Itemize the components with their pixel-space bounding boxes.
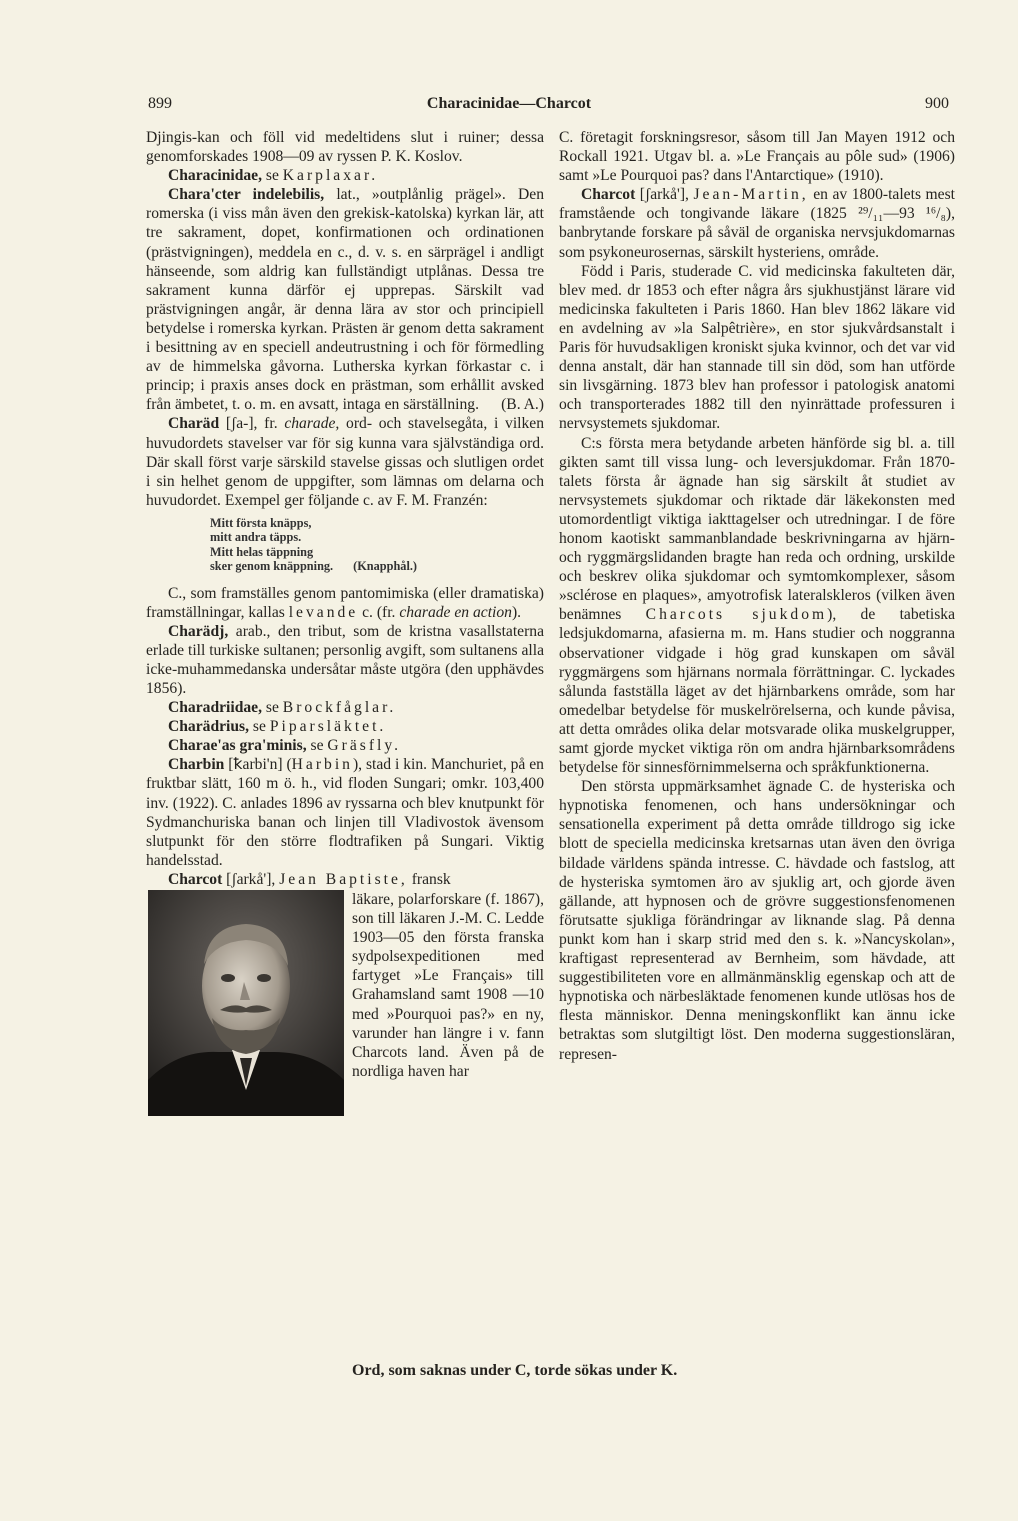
entry-text: ord- och stavelsegåta, i vilken huvudordets stavelser var för sig kunna vara självständiga ord. Där skall först varje särskild stavelse gissas och slutligen ordet i sin helhet genom de uppgifter, som lämnas om delarna och huvudordet. Exempel ger följande c. av F. M. Franzén: <box>146 415 544 509</box>
poem-line: mitt andra täpps. <box>210 530 302 545</box>
headword: Charäd <box>168 415 220 433</box>
entry-text: se <box>262 699 283 717</box>
paragraph: Den största uppmärksamhet ägnade C. de hysteriska och hypnotiska fenomenen, och hans undersökningar och sensationella experiment på detta område tilldrogo sig icke blott de speciella medicinska kretsarnas utan även den övriga bildade världens spända intresse. C. hävdade och fastslog, att de hysteriska symtomen äro av sjuklig art, och gjorde även gällande, att hypnosen och de grövre suggestionsfenomenen förutsatte sjukliga förändringar av liknande slag. På denna punkt kom han i skarp strid med den s. k. »Nancyskolan», kraftigast representerad av Bernheim, som hävdade, att suggestibiliteten vore en allmänmänsklig egenskap och att de hypnotiska och närbesläktade fenomenen kunde utlösas hos de flesta människor. Denna meningskonflikt kan ännu icke betraktas som slutgiltigt löst. Den moderna suggestionsläran, represen- <box>559 778 955 1063</box>
entry-charadriidae <box>146 698 544 717</box>
headword: Charcot <box>168 870 223 888</box>
headword: Characinidae, <box>168 167 262 185</box>
poem-answer: (Knapphål.) <box>353 559 418 574</box>
entry-text: lat., »outplånlig prägel». Den romerska (i viss mån även den grekisk-katolska) kyrkan lär, att tre sakrament, dopet, konfirmationen och ordinationen (prästvigningen), meddela en c., d. v. s. en särprägel i andligt hänseende, som aldrig kan fullständigt utplånas. Dessa tre sakrament kunna därför ej upprepas. Särskilt vad prästvigningen angår, är denna lära av stor och principiell betydelse i romerska kyrkan. Prästen är genom detta sakrament i besittning av en speciell andeutrustning i och för förmedling av de himmelska gåvorna. Lutherska kyrkan förkastar c. i princip; i praxis anses dock en prästman, som erhållit avsked från ämbetet, t. o. m. en avsatt, intaga en särställning. <box>146 186 545 414</box>
entry-character <box>146 185 544 414</box>
pronunciation: [ʃarkå'], <box>222 870 280 888</box>
entry-text: en av 1800-talets mest framstående och tongivande läkare (1825 ²⁹/₁₁—93 ¹⁶/₈), banbrytande forskare på såväl de organiska nervsjukdomarnas som psykoneurosernas, särskilt hysteriens, område. <box>559 186 955 261</box>
entry-charadj <box>146 622 544 698</box>
headword: Chara'cter indelebilis, <box>168 186 325 204</box>
spaced-term: Jean Baptiste, <box>279 870 408 888</box>
poem-line: Mitt första knäpps, <box>210 515 312 530</box>
pronunciation: [ʃarkå'], <box>635 186 694 204</box>
headword: Charadriidae, <box>168 699 262 717</box>
page-number-left: 899 <box>148 95 172 112</box>
entry-charbin <box>146 755 544 870</box>
spaced-term: Charcots sjukdom <box>645 606 828 624</box>
entry-text: arab., den tribut, som de kristna vasallstaterna erlade till turkiske sultanen; personlig avgift, som sultanens alla icke-muhammedanska undersåtar måste utgöra (den upphävdes 1856). <box>146 622 544 697</box>
pronunciation: [ʃa-], fr. <box>219 415 285 433</box>
spaced-term: Jean-Martin, <box>693 186 809 204</box>
headword: Charcot <box>581 186 636 204</box>
poem <box>210 516 544 574</box>
portrait-illustration <box>148 890 344 1116</box>
entry-text: se <box>306 737 328 755</box>
paragraph: C. företagit forskningsresor, såsom till Jan Mayen 1912 och Rockall 1921. Utgav bl. a. »Le Français au pôle sud» (1906) samt »Le Pourquoi pas? dans l'Antarctique» (1910). <box>559 129 955 185</box>
left-column <box>146 128 544 1116</box>
headword: Charädrius, <box>168 718 250 736</box>
etymology: charade, <box>284 415 340 433</box>
headword: Charädj, <box>168 622 229 640</box>
right-column <box>559 128 955 1064</box>
entry-charad-cont <box>146 584 544 622</box>
entry-text: se <box>262 167 283 185</box>
entry-text: ), de tabetiska ledsjukdomarna, afasierna m. m. Hans studier och noggranna observationer vidgade i hög grad kunskapen om såväl ryggmärgens som hjärnans normala förrättningar. C. lyckades sålunda fastställa läget av det hjärnbarkens område, som har omedelbar betydelse för muskelrörelserna, och kunde påvisa, att detta områdes olika delar motsvarade olika muskelgrupper, samt gjorde mycket viktiga rön om andra hjärnbarksområdens betydelse för sinnesförnimmelserna och språkfunktionerna. <box>559 606 955 777</box>
paragraph: Djingis-kan och föll vid medeltidens slut i ruiner; dessa genomforskades 1908—09 av ryssen P. K. Koslov. <box>146 129 544 166</box>
entry-text: se <box>249 718 270 736</box>
headword: Charae'as gra'minis, <box>168 737 307 755</box>
entry-charaeas <box>146 736 544 755</box>
pronunciation: [ꝁarbi'n] ( <box>224 756 292 774</box>
cross-reference: Karplaxar. <box>282 167 379 185</box>
cross-reference: Brockfåglar. <box>282 699 397 717</box>
headword: Charbin <box>168 756 225 774</box>
page-number-right: 900 <box>925 95 949 112</box>
signature: (B. A.) <box>501 396 544 414</box>
running-head: Characinidae—Charcot <box>426 95 592 112</box>
portrait-photo <box>148 890 344 1116</box>
cross-reference: Gräsfly. <box>327 737 402 755</box>
entry-charad <box>146 414 544 509</box>
paragraph: Född i Paris, studerade C. vid medicinska fakulteten där, blev med. dr 1853 och efter några års sjukhustjänst lärare vid medicinska fakulteten i Paris 1860. Han blev 1862 läkare vid en avdelning av »la Salpêtrière», en stor sjukvårdsanstalt i Paris för huvudsakligen kroniskt sjuka kvinnor, och det var vid denna anstalt, där han stannade till sin död, som han utförde sin livsgärning. 1873 blev han professor i patologisk anatomi och transporterades 1882 till den nyinrättade professuren i nervsystemets sjukdomar. <box>559 262 955 433</box>
portrait-block <box>146 890 544 1116</box>
spaced-term: levande <box>288 603 359 621</box>
paragraph <box>559 434 955 778</box>
entry-charcot-jean-baptiste <box>146 870 544 889</box>
cross-reference: Piparsläktet. <box>269 718 387 736</box>
poem-line: sker genom knäppning. <box>210 559 334 574</box>
entry-charadrius <box>146 717 544 736</box>
entry-text: C., som framställes genom pantomimiska (eller dramatiska) framställningar, kallas <box>146 584 544 621</box>
portrait-side-text: läkare, polarforskare (f. 1867), son till läkaren J.-M. C. Ledde 1903—05 den första franska sydpolsexpeditionen med fartyget »Le Français» till Grahamsland samt 1908 —10 med »Pourquoi pas?» en ny, varunder han längre i v. fann Charcots land. Även på de nordliga haven har <box>352 891 544 1080</box>
entry-text: C:s första mera betydande arbeten hänförde sig bl. a. till gikten samt till vissa lung- och leversjukdomar. Från 1870-talets första år ägnade han sig särskilt åt studiet av nervsystemets sjukdomar och riktade där läkekonsten med utomordentligt viktiga iakttagelser och utredningar. I de före honom kaotiskt sammanblandade beskrivningarna av hjärn- och ryggmärgslidanden bragte han reda och ordning, urskilde och beskrev olika sjukdomar och symtomkomplexer, såsom »sclérose en plaques», amyotrofisk lateralskleros (vilken även benämnes <box>559 434 955 624</box>
entry-characinidae <box>146 166 544 185</box>
entry-text: ), stad i kin. Manchuriet, på en fruktbar slätt, 160 m ö. h., vid floden Sungari; omkr. 103,400 inv. (1922). C. anlades 1896 av ryssarna och blev knutpunkt för Sydmanchuriska banan och linjen till Vladivostok ävensom slutpunkt för den större flodtrafiken på Sungari. Viktig handelsstad. <box>146 756 544 869</box>
entry-text: ). <box>511 603 522 621</box>
italic-term: charade en action <box>399 603 512 621</box>
poem-line: Mitt helas täppning <box>210 544 314 559</box>
spaced-term: Harbin <box>291 756 353 774</box>
footer-note: Ord, som saknas under C, torde sökas under K. <box>352 1362 678 1379</box>
entry-charcot-jean-martin <box>559 185 955 261</box>
entry-text: fransk <box>407 870 451 888</box>
entry-text: c. (fr. <box>358 603 400 621</box>
